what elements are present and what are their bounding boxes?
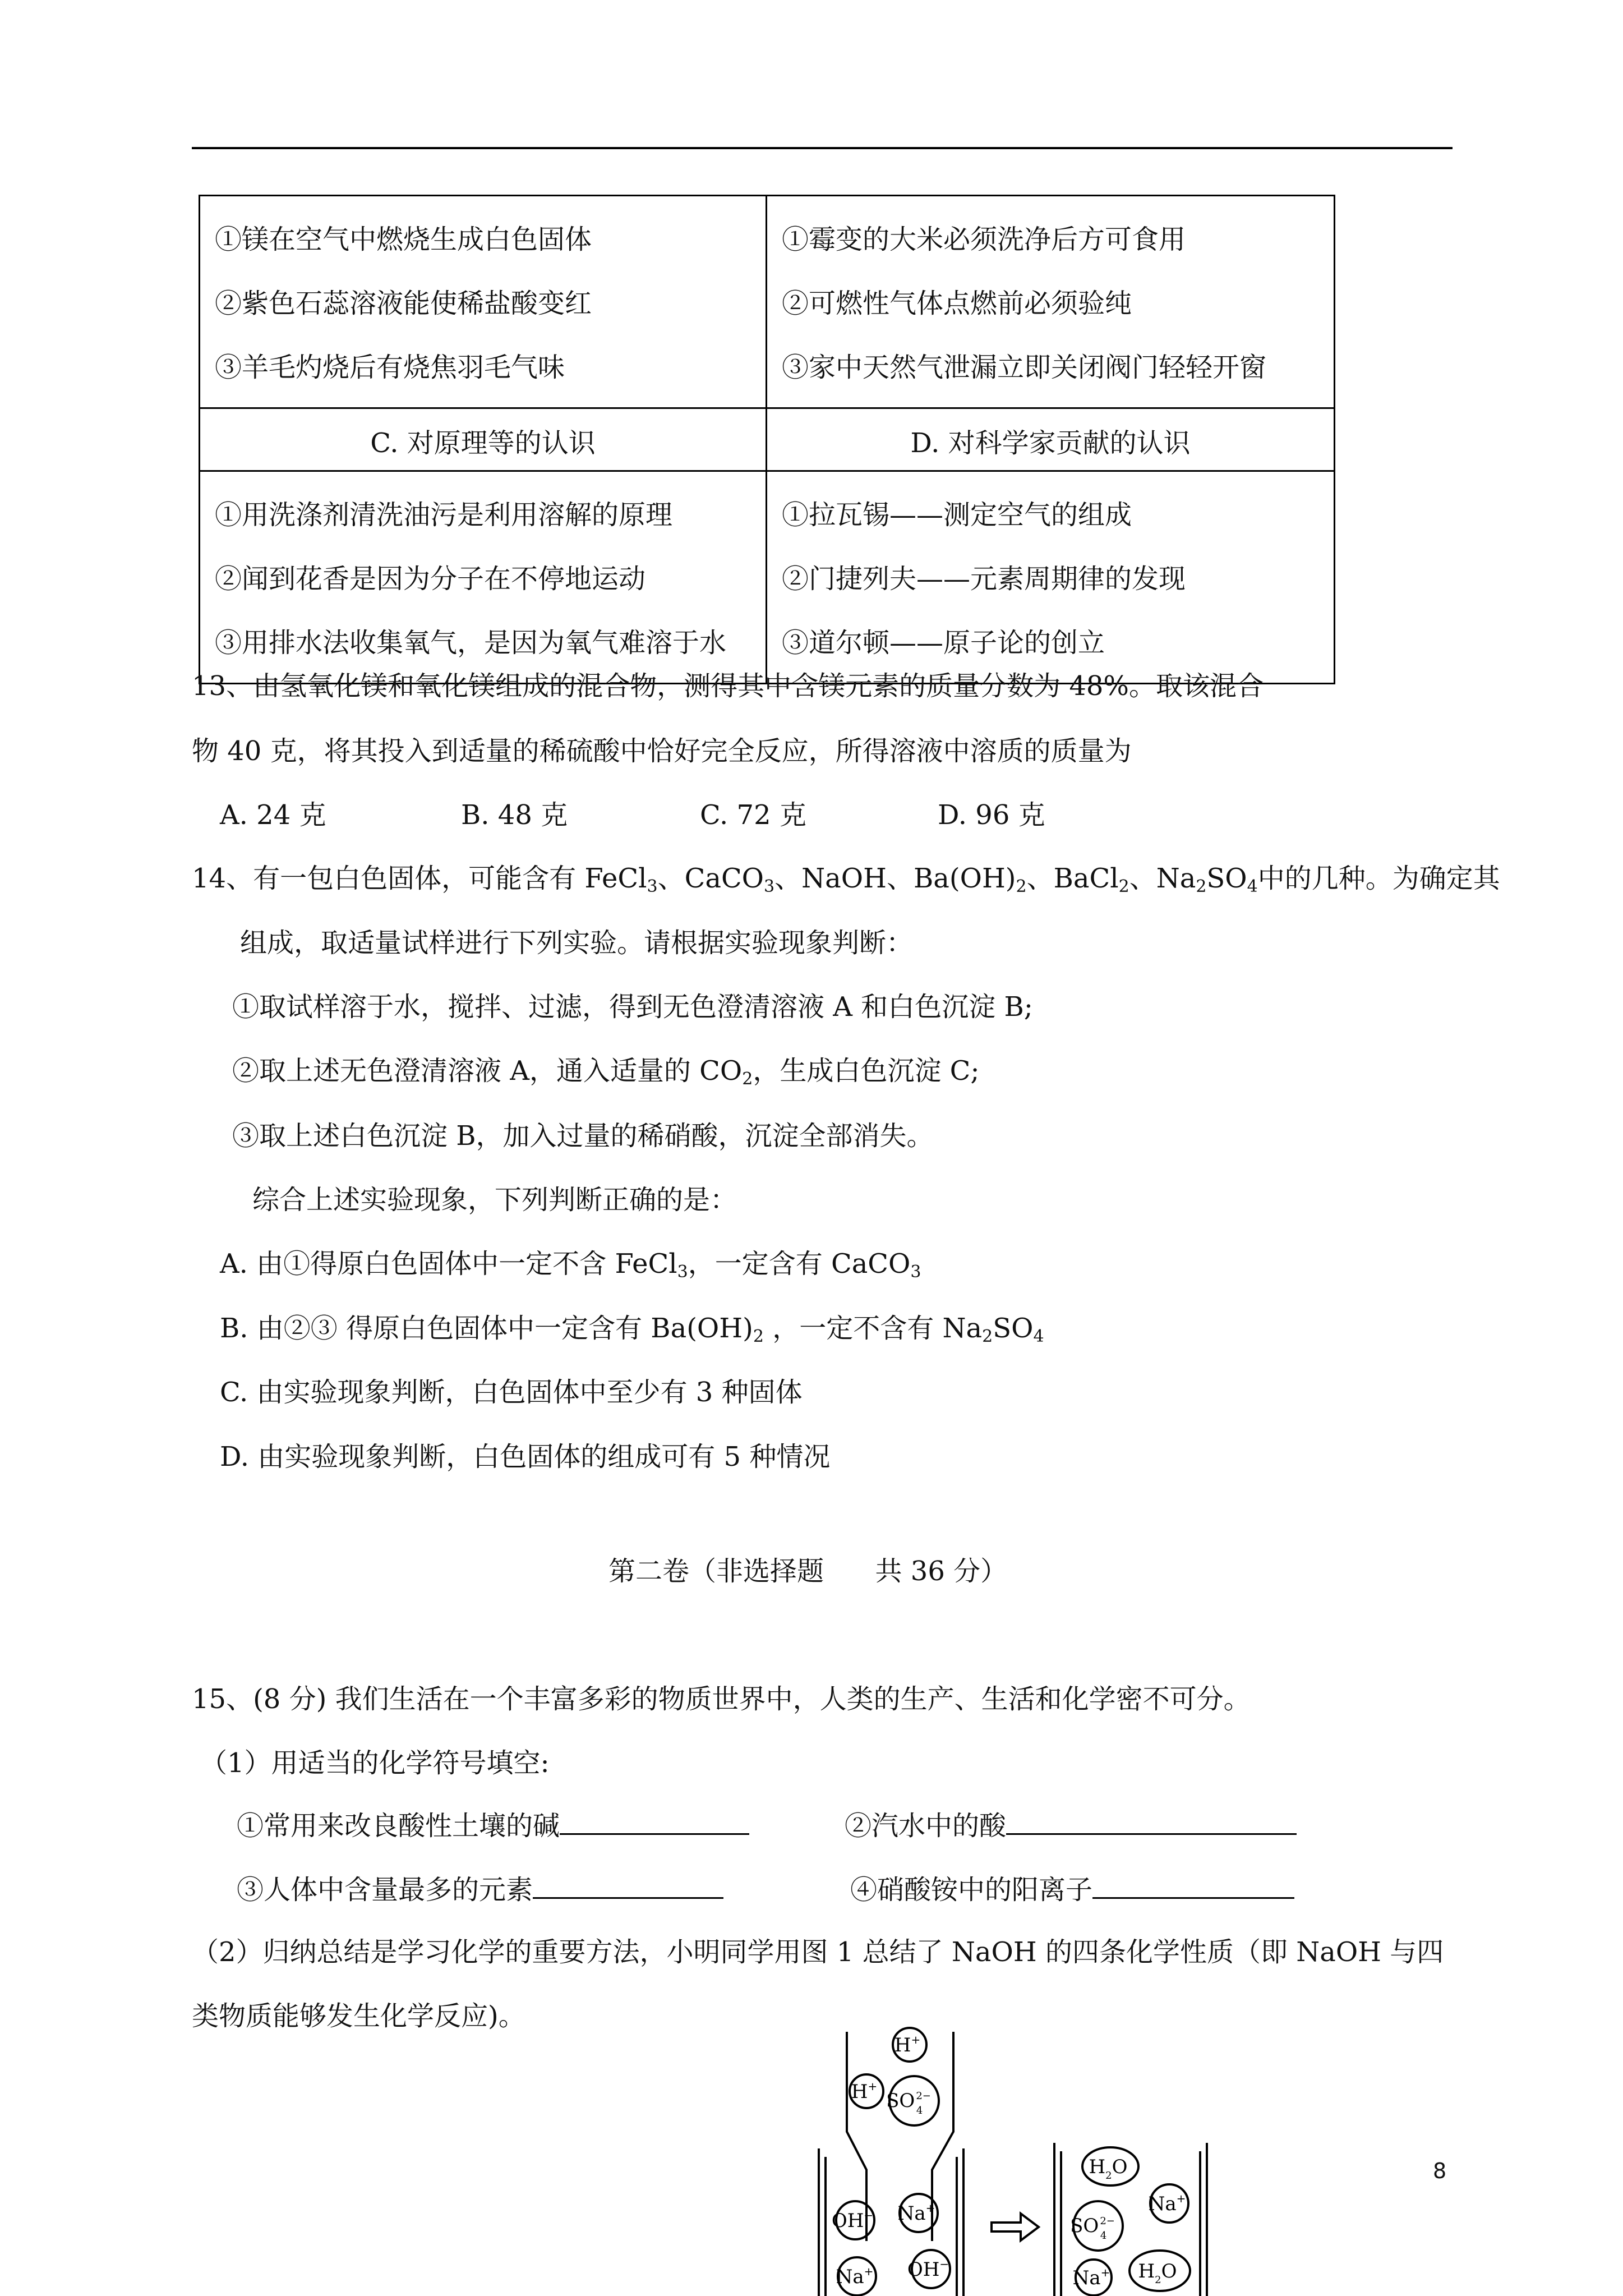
header-text: D. 对科学家贡献的认识	[910, 427, 1191, 459]
table-line: ②紫色石蕊溶液能使稀盐酸变红	[215, 288, 592, 319]
subscript: 4	[1247, 877, 1258, 896]
q15-intro: 15、(8 分) 我们生活在一个丰富多彩的物质世界中，人类的生产、生活和化学密不可分。	[192, 1683, 1251, 1715]
table-line: ③道尔顿——原子论的创立	[782, 627, 1105, 659]
table-line: ③用排水法收集氧气，是因为氧气难溶于水	[215, 627, 727, 659]
na-ion-label: Na+	[1072, 2266, 1110, 2289]
q15-sub2-line2: 类物质能够发生化学反应)。	[192, 2000, 525, 2032]
subscript: 2	[982, 1327, 993, 1346]
water-label: $H_2O$	[1089, 2156, 1128, 2182]
sulfate-label: SO $^{2-}$ 4	[886, 2090, 931, 2116]
subscript: 4	[1033, 1327, 1044, 1346]
q13-option-b: B. 48 克	[461, 799, 568, 831]
blank-label: ③人体中含量最多的元素	[237, 1874, 533, 1906]
text: 、NaOH、Ba(OH)	[774, 863, 1016, 894]
q13-line1: 13、由氢氧化镁和氧化镁组成的混合物，测得其中含镁元素的质量分数为 48%。取该混合	[192, 670, 1264, 702]
na-ion-label: Na+	[1148, 2192, 1186, 2215]
q15-sub1: （1）用适当的化学符号填空:	[200, 1747, 550, 1779]
text: SO	[1206, 863, 1247, 894]
text: 中的几种。为确定其	[1257, 863, 1500, 894]
q13-option-c: C. 72 克	[700, 799, 806, 831]
table-line: ①镁在空气中燃烧生成白色固体	[215, 224, 592, 255]
text: ，生成白色沉淀 C;	[753, 1055, 980, 1087]
subscript: 2	[1016, 877, 1027, 896]
h-ion-label: H+	[851, 2079, 878, 2103]
water-label: $H_2O$	[1138, 2260, 1177, 2286]
q14-summary: 综合上述实验现象，下列判断正确的是：	[252, 1184, 737, 1216]
page-number: 8	[1433, 2159, 1447, 2183]
table-line: ①霉变的大米必须洗净后方可食用	[782, 224, 1186, 255]
blank-label: ②汽水中的酸	[845, 1810, 1007, 1842]
q14-option-d: D. 由实验现象判断，白色固体的组成可有 5 种情况	[220, 1441, 831, 1473]
oh-ion-label: OH−	[907, 2257, 949, 2281]
subscript: 2	[742, 1069, 753, 1089]
table-line: ②门捷列夫——元素周期律的发现	[782, 563, 1186, 595]
subscript: 3	[764, 877, 775, 896]
sulfate-label: SO $^{2-}$ 4	[1070, 2215, 1115, 2242]
subscript: 2	[753, 1327, 764, 1346]
h-ion-label: H+	[894, 2033, 921, 2056]
q13-option-a: A. 24 克	[220, 799, 326, 831]
table-line: ③羊毛灼烧后有烧焦羽毛气味	[215, 352, 565, 383]
table-line: ③家中天然气泄漏立即关闭阀门轻轻开窗	[782, 352, 1267, 383]
text: ②取上述无色澄清溶液 A，通入适量的 CO	[232, 1055, 743, 1087]
text: 14、有一包白色固体，可能含有 FeCl	[192, 863, 647, 894]
q15-sub2-line1: （2）归纳总结是学习化学的重要方法，小明同学用图 1 总结了 NaOH 的四条化学性质（即 NaOH 与四	[192, 1936, 1444, 1968]
na-ion-label: Na+	[836, 2265, 874, 2288]
blank-label: ①常用来改良酸性土壤的碱	[237, 1810, 560, 1842]
header-text: C. 对原理等的认识	[370, 427, 596, 459]
q14-line2: 组成，取适量试样进行下列实验。请根据实验现象判断：	[240, 927, 914, 959]
text: 、Na	[1129, 863, 1196, 894]
na-ion-label: Na+	[897, 2201, 935, 2225]
text: A. 由①得原白色固体中一定不含 FeCl	[220, 1248, 677, 1280]
q14-step1: ①取试样溶于水，搅拌、过滤，得到无色澄清溶液 A 和白色沉淀 B;	[232, 991, 1033, 1023]
q14-step3: ③取上述白色沉淀 B，加入过量的稀硝酸，沉淀全部消失。	[232, 1120, 934, 1152]
subscript: 2	[1118, 877, 1129, 896]
section-heading: 第二卷（非选择题 共 36 分）	[608, 1556, 1008, 1587]
q14-option-c: C. 由实验现象判断，白色固体中至少有 3 种固体	[220, 1377, 803, 1408]
text: B. 由②③ 得原白色固体中一定含有 Ba(OH)	[220, 1313, 753, 1344]
text: 、CaCO	[657, 863, 764, 894]
subscript: 3	[910, 1262, 921, 1282]
text: SO	[993, 1313, 1034, 1344]
subscript: 2	[1196, 877, 1207, 896]
text: ，一定不含有 Na	[763, 1313, 983, 1344]
oh-ion-label: OH−	[831, 2208, 874, 2232]
text: 、BaCl	[1026, 863, 1119, 894]
blank-label: ④硝酸铵中的阳离子	[850, 1874, 1093, 1906]
table-line: ②闻到花香是因为分子在不停地运动	[215, 563, 646, 595]
subscript: 3	[677, 1262, 688, 1282]
subscript: 3	[647, 877, 658, 896]
reaction-arrow-icon	[992, 2214, 1039, 2240]
dropper-right-wall	[932, 2032, 953, 2241]
q13-line2: 物 40 克，将其投入到适量的稀硫酸中恰好完全反应，所得溶液中溶质的质量为	[192, 735, 1132, 767]
table-line: ②可燃性气体点燃前必须验纯	[782, 288, 1132, 319]
table-line: ①拉瓦锡——测定空气的组成	[782, 499, 1132, 531]
q13-option-d: D. 96 克	[938, 799, 1045, 831]
table-line: ①用洗涤剂清洗油污是利用溶解的原理	[215, 499, 673, 531]
text: ，一定含有 CaCO	[688, 1248, 911, 1280]
